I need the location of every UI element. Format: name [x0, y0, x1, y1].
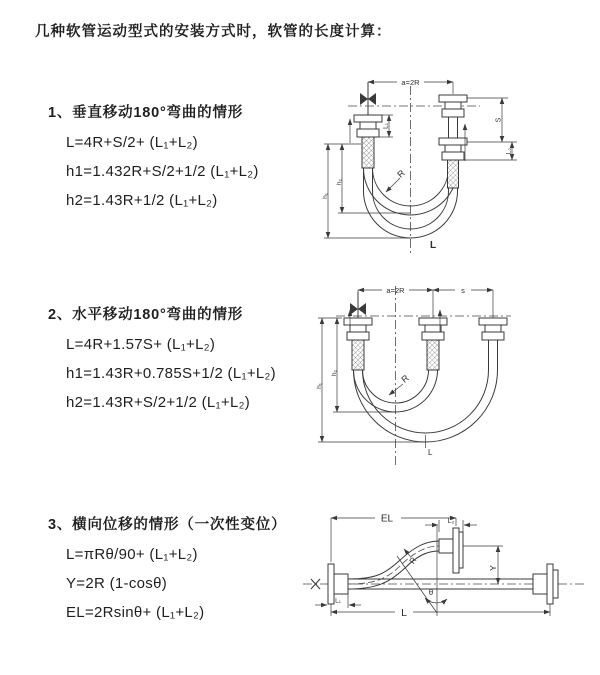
radius-label: R — [407, 555, 419, 566]
dim-span — [358, 290, 493, 318]
section-3-formula-Y: Y=2R (1-cosθ) — [66, 575, 168, 592]
dim-label-l1: L₁ — [335, 597, 341, 605]
dim-label-el: EL — [380, 513, 394, 525]
flange-middle — [419, 318, 447, 340]
dim-label-h2: h₂ — [331, 369, 338, 377]
radius-leader — [389, 384, 403, 395]
curved-hose — [348, 541, 439, 589]
braided-section-middle — [427, 340, 439, 370]
dim-y — [463, 546, 503, 584]
length-label: L — [430, 240, 437, 251]
right-braided-section — [448, 160, 459, 188]
section-2-formula-h2: h2=1.43R+S/2+1/2 (L₁+L₂) — [66, 394, 251, 411]
flange-right — [479, 318, 507, 340]
dim-length — [331, 604, 550, 616]
section-2 — [48, 303, 276, 411]
radius-label: R — [399, 372, 411, 385]
diagram-1-svg — [312, 66, 552, 261]
flange-upper-right — [439, 528, 463, 573]
dim-label-s: S — [495, 117, 503, 123]
left-flange — [354, 115, 382, 137]
dim-label-y: Y — [488, 565, 498, 571]
section-2-formula-L: L=4R+1.57S+ (L₁+L₂) — [66, 336, 216, 353]
page-title: 几种软管运动型式的安装方式时，软管的长度计算： — [35, 24, 392, 40]
dim-label-l2: L₂ — [505, 147, 513, 155]
diagram-3-lateral-displacement — [295, 498, 595, 648]
section-1-formula-h2: h2=1.43R+1/2 (L₁+L₂) — [66, 192, 218, 209]
length-label: L — [401, 607, 407, 619]
length-label: L — [428, 448, 433, 457]
section-3-formula-EL: EL=2Rsinθ+ (L₁+L₂) — [66, 604, 205, 621]
diagram-3-svg — [295, 498, 595, 648]
section-1-formula-L: L=4R+S/2+ (L₁+L₂) — [66, 134, 198, 151]
section-3-heading: 3、横向位移的情形（一次性变位） — [48, 517, 287, 533]
section-2-formula-h1: h1=1.43R+0.785S+1/2 (L₁+L₂) — [66, 365, 276, 382]
dim-label-a2r: a=2R — [386, 285, 405, 295]
flange-left — [344, 318, 372, 340]
dim-label-h1: h₁ — [316, 383, 323, 389]
section-1 — [48, 101, 259, 209]
dim-label-s: s — [461, 285, 465, 295]
dim-label-a2r: a=2R — [401, 77, 420, 87]
right-flange-lower — [439, 138, 467, 160]
section-3-formula-L: L=πRθ/90+ (L₁+L₂) — [66, 546, 198, 563]
diagram-1-vertical-bend — [312, 66, 552, 261]
axis-break-mark — [311, 579, 320, 589]
dim-label-h2: h₂ — [336, 178, 343, 186]
diagram-2-horizontal-bend — [306, 278, 556, 473]
section-3 — [48, 513, 286, 621]
radius-label: R — [395, 167, 407, 180]
flange-right-lower — [533, 564, 558, 604]
dim-label-l1: L₁ — [382, 123, 390, 129]
dim-s — [467, 98, 517, 142]
section-1-formula-h1: h1=1.432R+S/2+1/2 (L₁+L₂) — [66, 163, 259, 180]
braided-section-left — [352, 340, 364, 370]
diagram-2-svg — [306, 278, 556, 473]
dim-label-l2: L₂ — [447, 518, 455, 525]
section-2-heading: 2、水平移动180°弯曲的情形 — [48, 307, 244, 323]
section-1-heading: 1、垂直移动180°弯曲的情形 — [48, 105, 244, 121]
angle-label: θ — [428, 588, 434, 597]
left-braided-section — [362, 137, 374, 168]
radius-leader — [386, 178, 400, 192]
dim-label-h1: h₁ — [322, 193, 329, 199]
hose-arcs — [354, 340, 498, 442]
